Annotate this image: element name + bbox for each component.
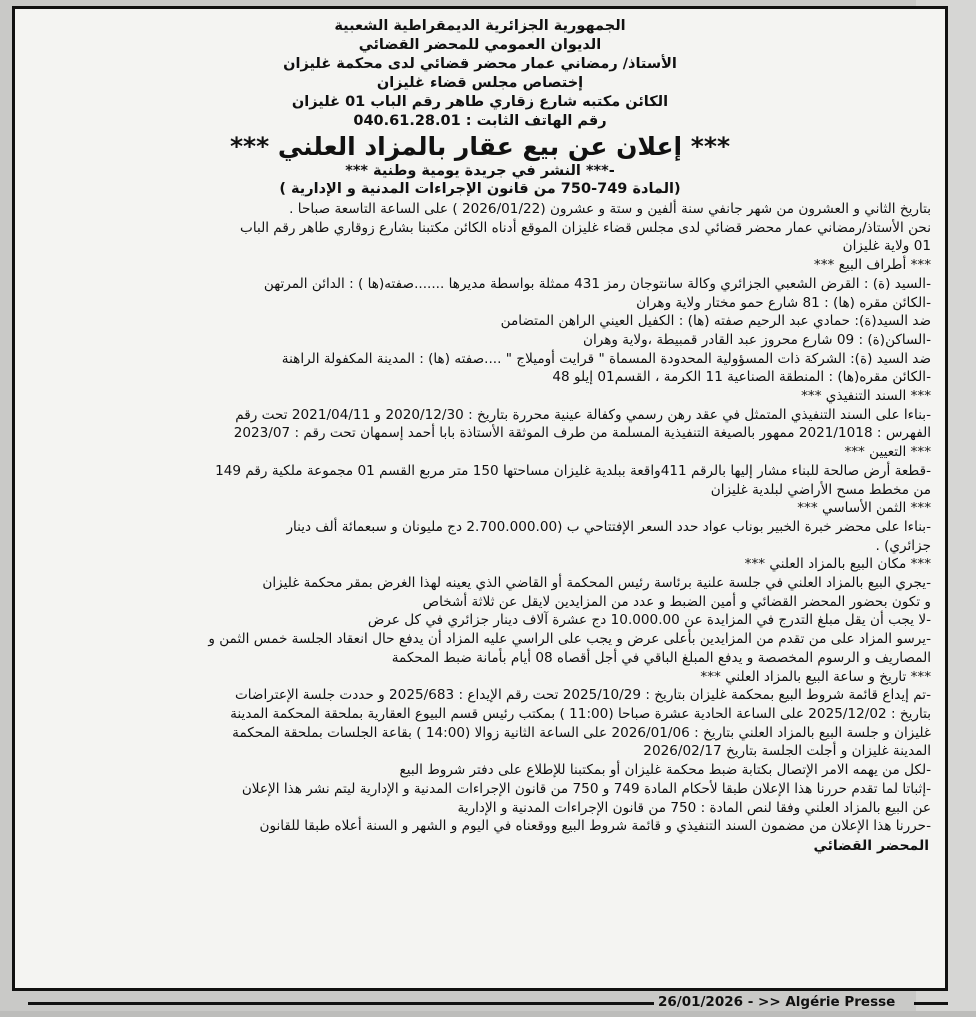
notice-title: *** إعلان عن بيع عقار بالمزاد العلني ***: [229, 132, 731, 161]
header-line: رقم الهاتف الثابت : 040.61.28.01: [353, 113, 607, 129]
page-edge: [0, 1011, 976, 1017]
section-heading: *** التعيين ***: [844, 444, 931, 461]
body-line: -تم إيداع قائمة شروط البيع بمحكمة غليزان بتاريخ : 2025/10/29 تحت رقم الإيداع : 2025/683 و حددت جلسة الإعتراضات: [234, 687, 931, 704]
section-heading: *** السند التنفيذي ***: [801, 388, 931, 405]
section-heading: *** أطراف البيع ***: [813, 257, 931, 274]
section-heading: *** تاريخ و ساعة البيع بالمزاد العلني ***: [700, 668, 931, 685]
section-heading: *** مكان البيع بالمزاد العلني ***: [744, 556, 931, 573]
body-line: 01 ولاية غليزان: [842, 238, 931, 255]
signature: المحضر القضائي: [813, 837, 929, 854]
body-line: -يرسو المزاد على من تقدم من المزايدين بأعلى عرض و يجب على الراسي عليه المزاد أن يدفع حال انعقاد الجلسة خمس الثمن و: [208, 631, 931, 648]
legal-notice: [12, 6, 948, 991]
body-line: -بناءا على محضر خبرة الخبير بوناب عواد حدد السعر الإفتتاحي ب (2.700.000.00 دج مليونان و سبعمائة ألف دينار: [286, 518, 931, 535]
header-line: الكائن مكتبه شارع زقاري طاهر رقم الباب 01 غليزان: [291, 94, 669, 110]
footer-rule: [28, 1002, 654, 1005]
body-line: بتاريخ الثاني و العشرون من شهر جانفي سنة ألفين و ستة و عشرون (2026/01/22 ) على الساعة التاسعة صباحا .: [289, 201, 931, 217]
body-line: -يجري البيع بالمزاد العلني في جلسة علنية برئاسة رئيس المحكمة أو القاضي الذي يعينه لهذا الغرض بمقر محكمة غليزان: [262, 575, 931, 592]
body-line: -السيد (ة) : القرض الشعبي الجزائري وكالة سانتوجان رمز 431 ممثلة بواسطة مديرها .......صفته(ها ) : الدائن المرتهن: [263, 275, 931, 292]
footer-rule: [914, 1002, 948, 1005]
body-line: -قطعة أرض صالحة للبناء مشار إليها بالرقم 411واقعة ببلدية غليزان مساحتها 150 متر مربع القسم 01 مجموعة ملكية رقم 149: [215, 462, 931, 479]
body-line: -بناءا على السند التنفيذي المتمثل في عقد رهن رسمي وكفالة عينية محررة بتاريخ : 2020/12/30 و 2021/04/11 تحت رقم: [235, 406, 931, 423]
newspaper-footer: [0, 994, 976, 1010]
notice-header: [29, 17, 931, 131]
body-line: جزائري) .: [875, 537, 931, 554]
body-line: الفهرس : 2021/1018 ممهور بالصيغة التنفيذية المسلمة من طرف الموثقة الأستاذة بابا أحمد إسمهان تحت رقم : 2023/07: [233, 425, 931, 442]
footer-text: 26/01/2026 - >> Algérie Presse: [658, 994, 896, 1010]
body-line: -الساكن(ة) : 09 شارع محروز عبد القادر قمبيطة ،ولاية وهران: [582, 331, 931, 348]
body-line: من مخطط مسح الأراضي لبلدية غليزان: [710, 481, 931, 498]
header-line: الجمهورية الجزائرية الديمقراطية الشعبية: [334, 18, 626, 34]
body-line: -لكل من يهمه الامر الإتصال بكتابة ضبط محكمة غليزان أو بمكتبنا للإطلاع على دفتر شروط البيع: [399, 762, 931, 779]
body-line: بتاريخ : 2025/12/02 على الساعة الحادية عشرة صباحا (11:00 ) بمكتب رئيس قسم البيوع العقارية بملحقة المحكمة المدينة: [230, 705, 931, 722]
header-line: الديوان العمومي للمحضر القضائي: [358, 37, 602, 53]
header-line: إختصاص مجلس قضاء غليزان: [376, 75, 584, 91]
body-line: -الكائن مقره (ها) : 81 شارع حمو مختار ولاية وهران: [636, 294, 931, 311]
body-line: عن البيع بالمزاد العلني وفقا لنص المادة : 750 من قانون الإجراءات المدنية و الإدارية: [457, 799, 931, 816]
body-line: نحن الأستاذ/رمضاني عمار محضر قضائي لدى مجلس قضاء غليزان الموقع أدناه الكائن مكتبنا بشارع زوقاري طاهر رقم الباب: [240, 219, 931, 236]
body-line: -إثباتا لما تقدم حررنا هذا الإعلان طبقا لأحكام المادة 749 و 750 من قانون الإجراءات المدنية و الإدارية ليتم نشر هذا الإعلان: [241, 780, 931, 797]
notice-subtitle: (المادة 749-750 من قانون الإجراءات المدنية و الإدارية ): [279, 181, 681, 197]
body-line: ضد السيد(ة): حمادي عبد الرحيم صفته (ها) : الكفيل العيني الراهن المتضامن: [500, 313, 931, 330]
notice-subtitle: -*** النشر في جريدة يومية وطنية ***: [345, 163, 615, 179]
body-line: و تكون بحضور المحضر القضائي و أمين الضبط و عدد من المزايدين لايقل عن ثلاثة أشخاص: [422, 593, 931, 610]
body-line: المدينة غليزان و أجلت الجلسة بتاريخ 2026/02/17: [643, 743, 931, 760]
body-line: -لا يجب أن يقل مبلغ التدرج في المزايدة عن 10.000.00 دج عشرة آلاف دينار جزائري في كل عرض: [367, 612, 931, 629]
body-line: -الكائن مقره(ها) : المنطقة الصناعية 11 الكرمة ، القسم01 إيلو 48: [552, 369, 931, 386]
body-line: -حررنا هذا الإعلان من مضمون السند التنفيذي و قائمة شروط البيع ووقعناه في اليوم و الشهر و السنة أعلاه طبقا للقانون: [259, 818, 931, 835]
body-line: المصاريف و الرسوم المخصصة و يدفع المبلغ الباقي في أجل أقصاه 08 أيام بأمانة ضبط المحكمة: [391, 649, 931, 666]
body-line: ضد السيد (ة): الشركة ذات المسؤولية المحدودة المسماة " قرايت أوميلاج " ....صفته (ها) : المدينة المكفولة الراهنة: [281, 350, 931, 367]
section-heading: *** الثمن الأساسي ***: [797, 500, 931, 517]
notice-body: [29, 200, 931, 836]
header-line: الأستاذ/ رمضاني عمار محضر قضائي لدى محكمة غليزان: [283, 56, 677, 72]
body-line: غليزان و جلسة البيع بالمزاد العلني بتاريخ : 2026/01/06 على الساعة الثانية زوالا (14:00 ) بقاعة الجلسات بملحقة المحكمة: [232, 724, 931, 741]
